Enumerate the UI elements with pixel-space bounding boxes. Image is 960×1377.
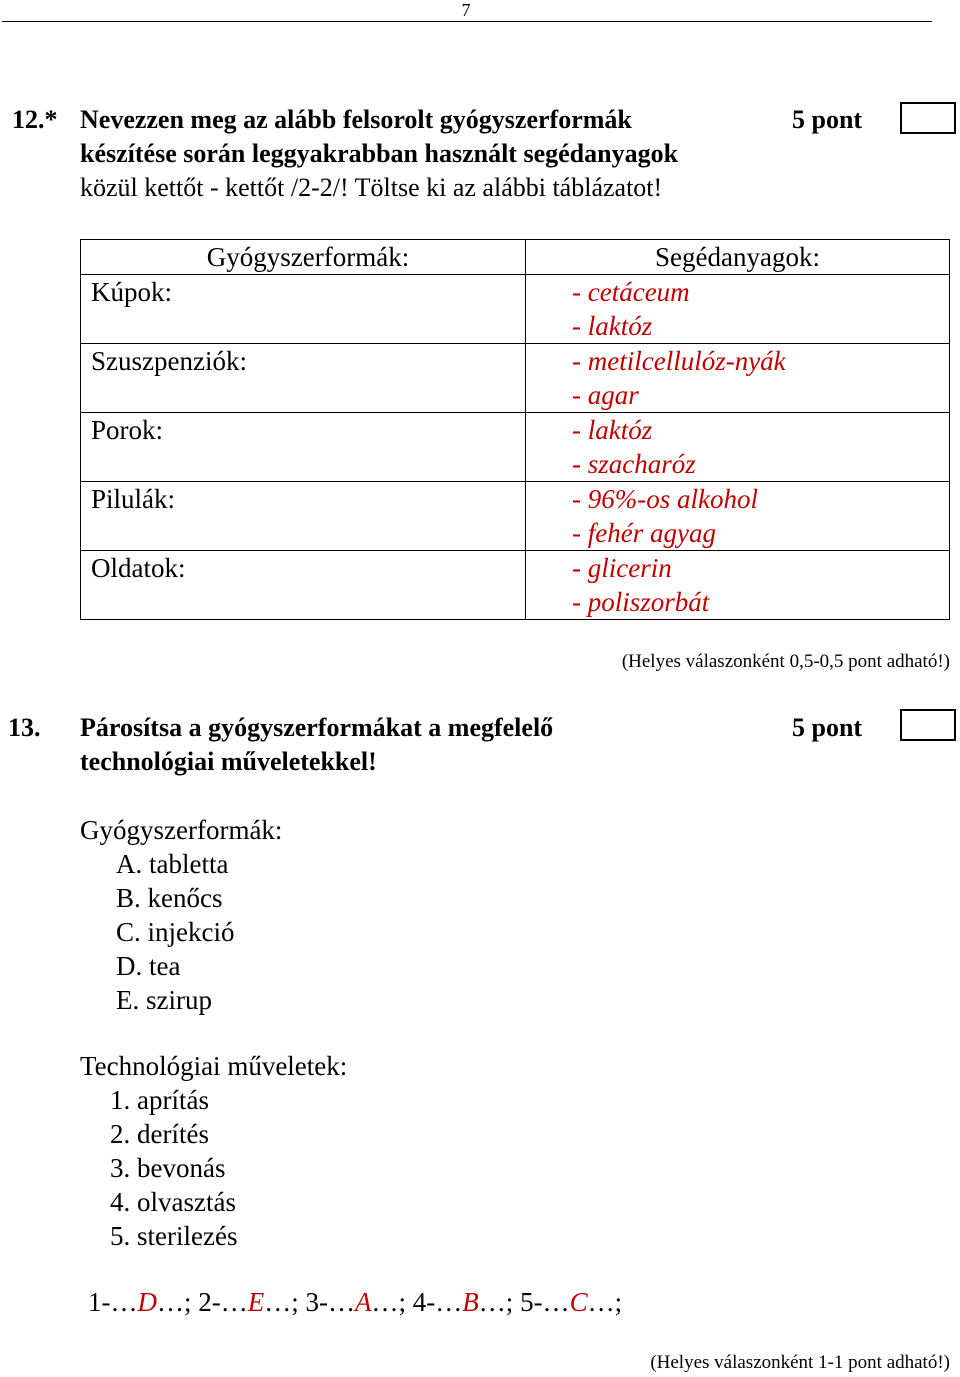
- answer-prefix: 2-…: [198, 1287, 248, 1317]
- q13-note: (Helyes válaszonként 1-1 pont adható!): [650, 1352, 950, 1373]
- table-row: [81, 551, 950, 620]
- q12-text: [80, 103, 780, 205]
- list-item: C. injekció: [116, 917, 235, 947]
- ops-title: Technológiai műveletek:: [80, 1051, 348, 1081]
- answer-letter: C: [569, 1287, 588, 1317]
- q12-line-2: készítése során leggyakrabban használt segédanyagok: [80, 139, 679, 168]
- q12-note: (Helyes válaszonként 0,5-0,5 pont adható!): [621, 651, 950, 672]
- table-row: [81, 275, 950, 344]
- q13-text: [80, 711, 780, 779]
- answer-suffix: …;: [157, 1287, 199, 1317]
- answer-suffix: …;: [371, 1287, 413, 1317]
- table-header-row: [81, 240, 950, 275]
- answer-line: [88, 1285, 622, 1319]
- answer-prefix: 1-…: [88, 1287, 138, 1317]
- answer-prefix: 5-…: [520, 1287, 570, 1317]
- aux-item: - glicerin: [572, 553, 672, 583]
- q12-line-1: Nevezzen meg az alább felsorolt gyógyszerformák: [80, 105, 632, 134]
- q13-line-2: technológiai műveletekkel!: [80, 747, 377, 776]
- aux-item: - 96%-os alkohol: [572, 484, 758, 514]
- q12-table: [80, 239, 950, 620]
- form-cell: Szuszpenziók:: [81, 344, 526, 413]
- list-item: E. szirup: [116, 985, 212, 1015]
- list-item: 1. aprítás: [110, 1085, 209, 1115]
- list-item: 4. olvasztás: [110, 1187, 236, 1217]
- page-number: 7: [461, 0, 471, 20]
- list-item: 3. bevonás: [110, 1153, 226, 1183]
- table-row: [81, 344, 950, 413]
- forms-list: [116, 847, 234, 1017]
- header-forms: Gyógyszerformák:: [81, 240, 526, 275]
- q12-line-3: közül kettőt - kettőt /2-2/! Töltse ki az alábbi táblázatot!: [80, 173, 663, 202]
- list-item: 2. derítés: [110, 1119, 209, 1149]
- form-cell: Porok:: [81, 413, 526, 482]
- list-item: 5. sterilezés: [110, 1221, 238, 1251]
- aux-cell: [526, 275, 950, 344]
- q13-number: 13.: [8, 713, 41, 742]
- answer-letter: A: [355, 1287, 372, 1317]
- aux-item: - agar: [572, 380, 639, 410]
- answer-letter: B: [462, 1287, 479, 1317]
- answer-prefix: 3-…: [305, 1287, 356, 1317]
- aux-item: - szacharóz: [572, 449, 696, 479]
- form-cell: Kúpok:: [81, 275, 526, 344]
- header-rule: [2, 21, 932, 22]
- aux-cell: [526, 344, 950, 413]
- form-cell: Oldatok:: [81, 551, 526, 620]
- aux-item: - metilcellulóz-nyák: [572, 346, 786, 376]
- table-row: [81, 413, 950, 482]
- aux-cell: [526, 413, 950, 482]
- q12-points: 5 pont: [792, 105, 863, 134]
- answer-letter: D: [137, 1287, 157, 1317]
- answer-suffix: …;: [264, 1287, 306, 1317]
- list-item: B. kenőcs: [116, 883, 223, 913]
- aux-item: - cetáceum: [572, 277, 690, 307]
- aux-cell: [526, 482, 950, 551]
- list-item: A. tabletta: [116, 849, 229, 879]
- answer-letter: E: [247, 1287, 265, 1317]
- answer-suffix: …;: [587, 1287, 623, 1317]
- aux-item: - fehér agyag: [572, 518, 716, 548]
- q12-score-box[interactable]: [900, 102, 956, 134]
- forms-title: Gyógyszerformák:: [80, 815, 283, 845]
- answer-prefix: 4-…: [412, 1287, 463, 1317]
- q13-points: 5 pont: [792, 713, 863, 742]
- aux-item: - laktóz: [572, 415, 653, 445]
- list-item: D. tea: [116, 951, 181, 981]
- table-row: [81, 482, 950, 551]
- aux-item: - laktóz: [572, 311, 653, 341]
- ops-list: [110, 1083, 237, 1253]
- answer-suffix: …;: [478, 1287, 521, 1317]
- header-aux: Segédanyagok:: [526, 240, 950, 275]
- aux-item: - poliszorbát: [572, 587, 710, 617]
- q13-line-1: Párosítsa a gyógyszerformákat a megfelelő: [80, 713, 554, 742]
- aux-cell: [526, 551, 950, 620]
- q13-score-box[interactable]: [900, 709, 956, 741]
- form-cell: Pilulák:: [81, 482, 526, 551]
- q12-number: 12.*: [12, 105, 58, 134]
